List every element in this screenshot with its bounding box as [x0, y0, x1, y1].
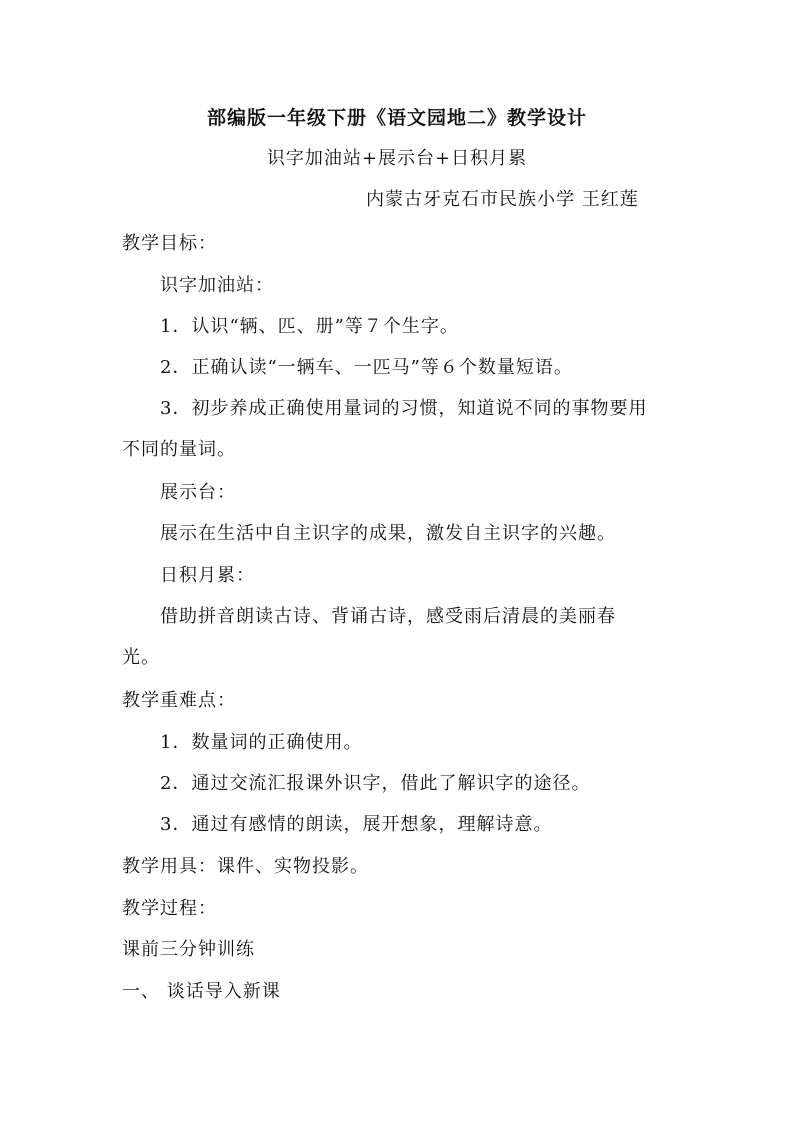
literacy-item-3-cont: 不同的量词。 — [122, 439, 236, 460]
literacy-item-2: 2．正确认读“一辆车、一匹马”等６个数量短语。 — [160, 357, 573, 378]
literacy-heading: 识字加油站： — [160, 275, 274, 296]
difficulty-item-1: 1．数量词的正确使用。 — [160, 732, 363, 753]
document-subtitle: 识字加油站+展示台+日积月累 — [266, 148, 528, 169]
difficulties-heading: 教学重难点： — [122, 690, 236, 711]
step-1-heading: 一、 谈话导入新课 — [122, 981, 281, 1002]
warmup-line: 课前三分钟训练 — [122, 939, 255, 960]
document-title: 部编版一年级下册《语文园地二》教学设计 — [206, 107, 587, 129]
showcase-heading: 展示台： — [160, 482, 236, 503]
difficulty-item-3: 3．通过有感情的朗读，展开想象，理解诗意。 — [160, 814, 553, 835]
accumulation-text-cont: 光。 — [122, 647, 160, 668]
tools-line: 教学用具：课件、实物投影。 — [122, 856, 369, 877]
goals-heading: 教学目标： — [122, 233, 217, 254]
showcase-text: 展示在生活中自主识字的成果，激发自主识字的兴趣。 — [160, 523, 616, 544]
accumulation-heading: 日积月累： — [160, 565, 255, 586]
accumulation-text: 借助拼音朗读古诗、背诵古诗，感受雨后清晨的美丽春 — [160, 606, 616, 627]
literacy-item-1: 1．认识“辆、匹、册”等７个生字。 — [160, 316, 459, 337]
literacy-item-3: 3．初步养成正确使用量词的习惯，知道说不同的事物要用 — [160, 398, 648, 419]
difficulty-item-2: 2．通过交流汇报课外识字，借此了解识字的途径。 — [160, 773, 591, 794]
author-line: 内蒙古牙克石市民族小学 王红莲 — [366, 189, 639, 210]
process-heading: 教学过程： — [122, 898, 217, 919]
